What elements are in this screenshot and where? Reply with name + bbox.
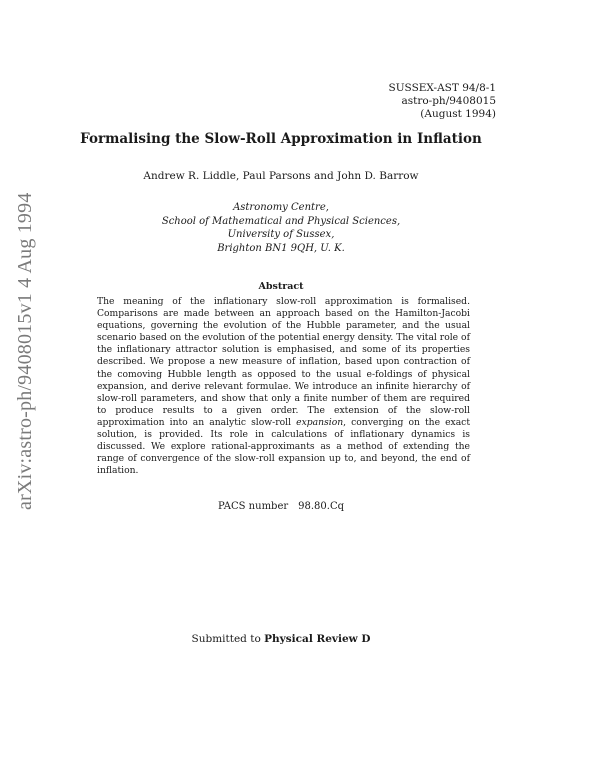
journal-name: Physical Review D: [264, 633, 371, 645]
submission-note: [0, 633, 562, 645]
submission-prefix: Submitted to: [191, 633, 261, 645]
report-number: SUSSEX-AST 94/8-1: [388, 82, 496, 94]
affiliation-line: Brighton BN1 9QH, U. K.: [217, 242, 345, 254]
affiliation-block: [0, 201, 562, 255]
report-date: (August 1994): [420, 108, 496, 120]
abstract-emphasis: expansion: [296, 416, 344, 428]
abstract-heading: Abstract: [258, 281, 304, 292]
affiliation-line: University of Sussex,: [227, 229, 335, 240]
arxiv-identifier: astro-ph/9408015: [401, 95, 496, 107]
affiliation-line: Astronomy Centre,: [233, 202, 329, 213]
abstract-text: [97, 296, 470, 477]
author-list: Andrew R. Liddle, Paul Parsons and John D. Barrow: [143, 170, 419, 182]
arxiv-stamp: arXiv:astro-ph/9408015v1 4 Aug 1994: [14, 192, 36, 510]
report-identifier: [389, 82, 496, 121]
abstract-text-part: The meaning of the inflationary slow-roll approximation is formalised. Comparisons are made between an approach based on the Hamilton-Jacobi equations, governing the evolution of the Hubble parameter, and the usual scenario based on the evolution of the potential energy density. The vital role of the inflationary attractor solution is emphasised, and some of its properties described. We propose a new measure of inflation, based upon contraction of the comoving Hubble length as opposed to the usual e-foldings of physical expansion, and derive relevant formulae. We introduce an infinite hierarchy of slow-roll parameters, and show that only a finite number of them are required to produce results to a given order. The extension of the slow-roll approximation into an analytic slow-roll: [97, 296, 470, 428]
pacs-label: PACS number: [217, 501, 289, 512]
pacs-number: [0, 501, 562, 512]
paper-title: Formalising the Slow-Roll Approximation in Inflation: [80, 131, 482, 147]
affiliation-line: School of Mathematical and Physical Sciences,: [161, 215, 401, 227]
pacs-value: 98.80.Cq: [298, 501, 345, 512]
abstract-text-part: , converging on the exact solution, is provided. Its role in calculations of inflationary dynamics is discussed. We explore rational-approximants as a method of extending the range of convergence of the slow-roll expansion up to, and beyond, the end of inflation.: [97, 416, 471, 477]
